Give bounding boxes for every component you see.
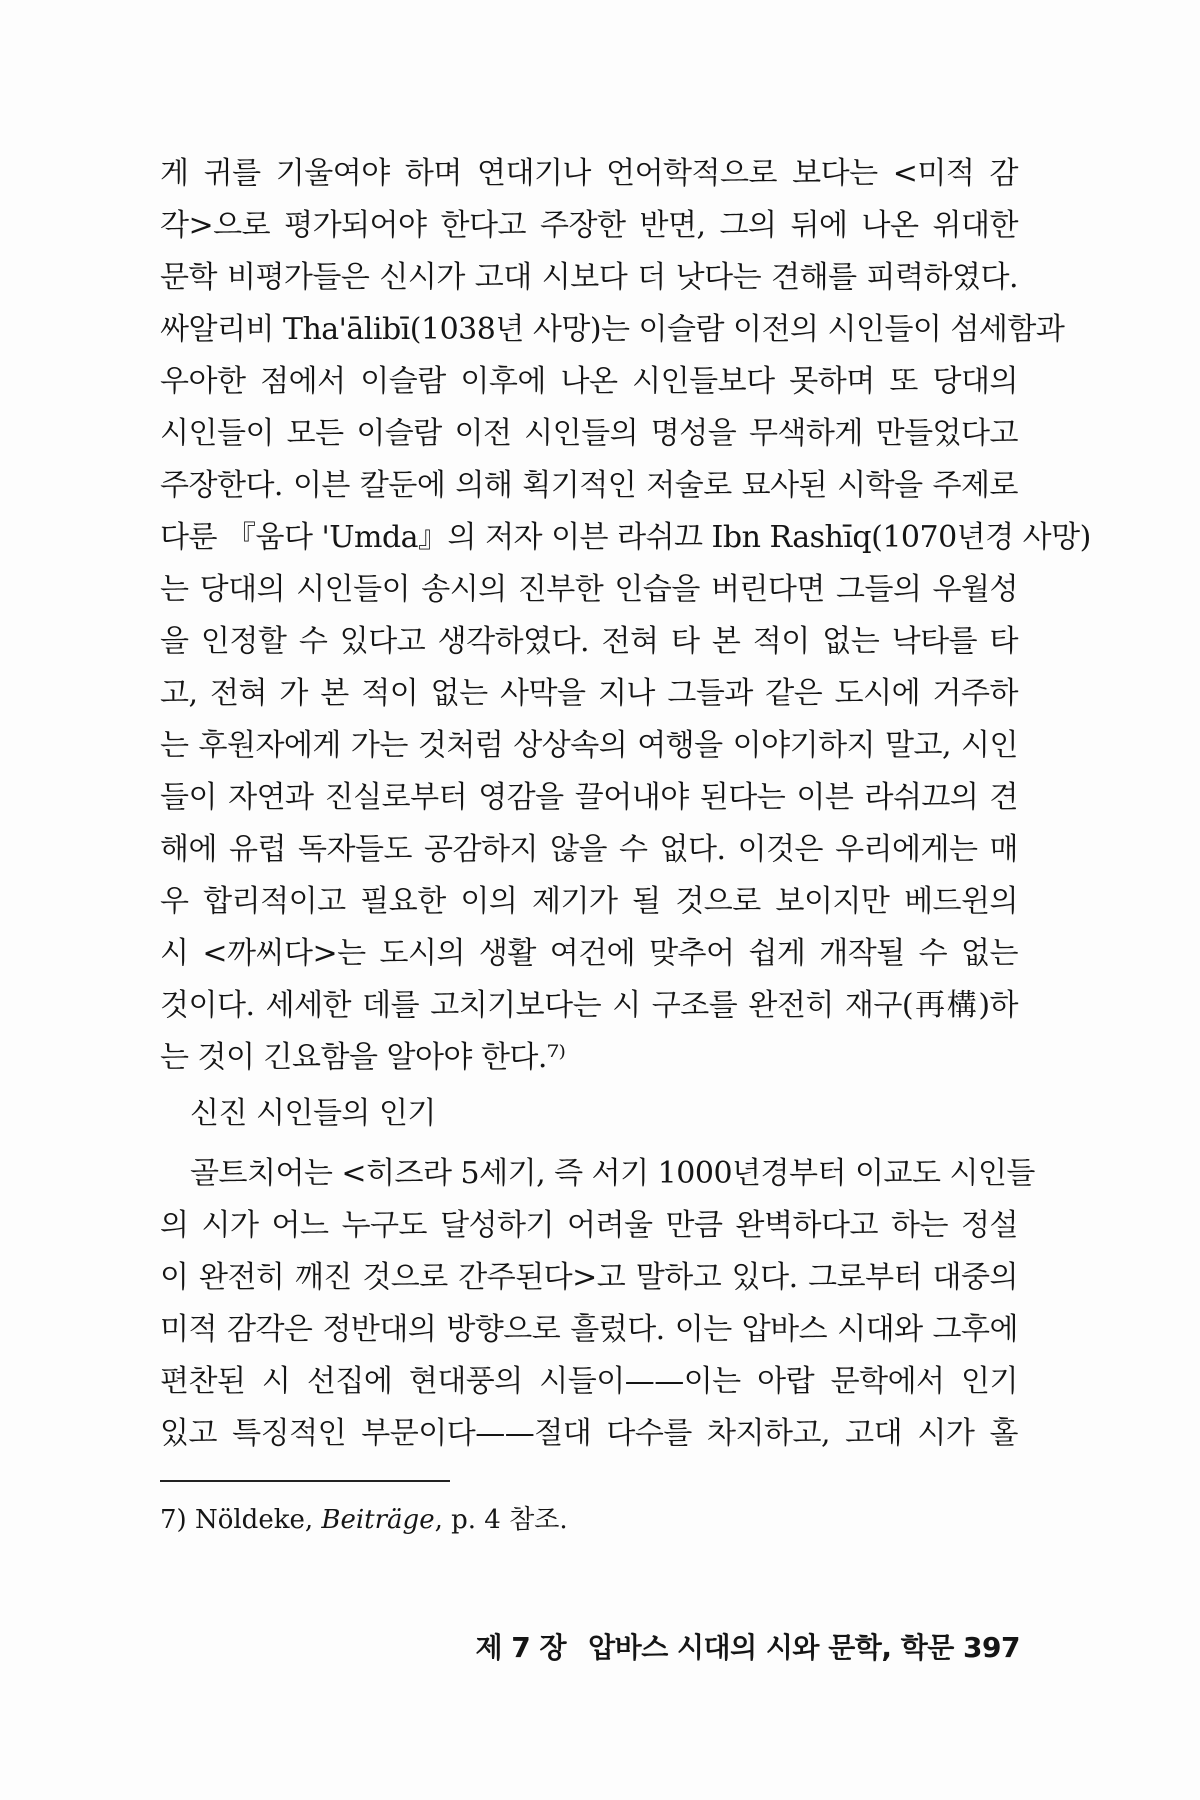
text-line: 다룬 『움다 'Umda』의 저자 이븐 라쉬끄 Ibn Rashīq(1070년경 사망)	[160, 520, 1091, 555]
text-line: 는 후원자에게 가는 것처럼 상상속의 여행을 이야기하지 말고, 시인	[160, 728, 1018, 763]
text-line: 고, 전혀 가 본 적이 없는 사막을 지나 그들과 같은 도시에 거주하	[160, 676, 1018, 711]
text-line: 는 것이 긴요함을 알아야 한다.⁷⁾	[160, 1040, 566, 1075]
footnote	[160, 1502, 568, 1538]
section-text	[160, 1148, 1035, 1460]
text-line: 미적 감각은 정반대의 방향으로 흘렀다. 이는 압바스 시대와 그후에	[160, 1312, 1018, 1347]
text-line: 것이다. 세세한 데를 고치기보다는 시 구조를 완전히 재구(再構)하	[160, 988, 1018, 1023]
text-line: 우 합리적이고 필요한 이의 제기가 될 것으로 보이지만 베드윈의	[160, 884, 1018, 919]
text-line: 의 시가 어느 누구도 달성하기 어려울 만큼 완벽하다고 하는 정설	[160, 1208, 1018, 1243]
text-line: 이 완전히 깨진 것으로 간주된다>고 말하고 있다. 그로부터 대중의	[160, 1260, 1018, 1295]
footnote-suffix: , p. 4 참조.	[434, 1505, 568, 1535]
text-line: 해에 유럽 독자들도 공감하지 않을 수 없다. 이것은 우리에게는 매	[160, 832, 1018, 867]
section-heading: 신진 시인들의 인기	[190, 1096, 436, 1131]
text-line: 시인들이 모든 이슬람 이전 시인들의 명성을 무색하게 만들었다고	[160, 416, 1018, 451]
text-line: 들이 자연과 진실로부터 영감을 끌어내야 된다는 이븐 라쉬끄의 견	[160, 780, 1018, 815]
body-text	[160, 148, 1091, 1084]
footnote-prefix: 7) Nöldeke,	[160, 1505, 322, 1535]
text-line: 편찬된 시 선집에 현대풍의 시들이——이는 아랍 문학에서 인기	[160, 1364, 1018, 1399]
footnote-divider	[160, 1480, 450, 1482]
text-line: 각>으로 평가되어야 한다고 주장한 반면, 그의 뒤에 나온 위대한	[160, 208, 1018, 243]
text-line: 주장한다. 이븐 칼둔에 의해 획기적인 저술로 묘사된 시학을 주제로	[160, 468, 1018, 503]
footnote-book-title: Beiträge	[321, 1505, 435, 1535]
text-line: 문학 비평가들은 신시가 고대 시보다 더 낫다는 견해를 피력하였다.	[160, 260, 1018, 295]
text-line: 을 인정할 수 있다고 생각하였다. 전혀 타 본 적이 없는 낙타를 타	[160, 624, 1018, 659]
running-footer	[476, 1628, 1020, 1668]
text-line: 우아한 점에서 이슬람 이후에 나온 시인들보다 못하며 또 당대의	[160, 364, 1018, 399]
text-line: 골트치어는 <히즈라 5세기, 즉 서기 1000년경부터 이교도 시인들	[190, 1156, 1035, 1191]
text-line: 게 귀를 기울여야 하며 연대기나 언어학적으로 보다는 <미적 감	[160, 156, 1018, 191]
text-line: 싸알리비 Tha'ālibī(1038년 사망)는 이슬람 이전의 시인들이 섬세함과	[160, 312, 1065, 347]
text-line: 있고 특징적인 부문이다——절대 다수를 차지하고, 고대 시가 홀	[160, 1416, 1018, 1451]
chapter-label: 제 7 장	[475, 1631, 567, 1664]
running-title: 압바스 시대의 시와 문학, 학문 397	[588, 1631, 1020, 1664]
text-line: 는 당대의 시인들이 송시의 진부한 인습을 버린다면 그들의 우월성	[160, 572, 1018, 607]
text-line: 시 <까씨다>는 도시의 생활 여건에 맞추어 쉽게 개작될 수 없는	[160, 936, 1018, 971]
